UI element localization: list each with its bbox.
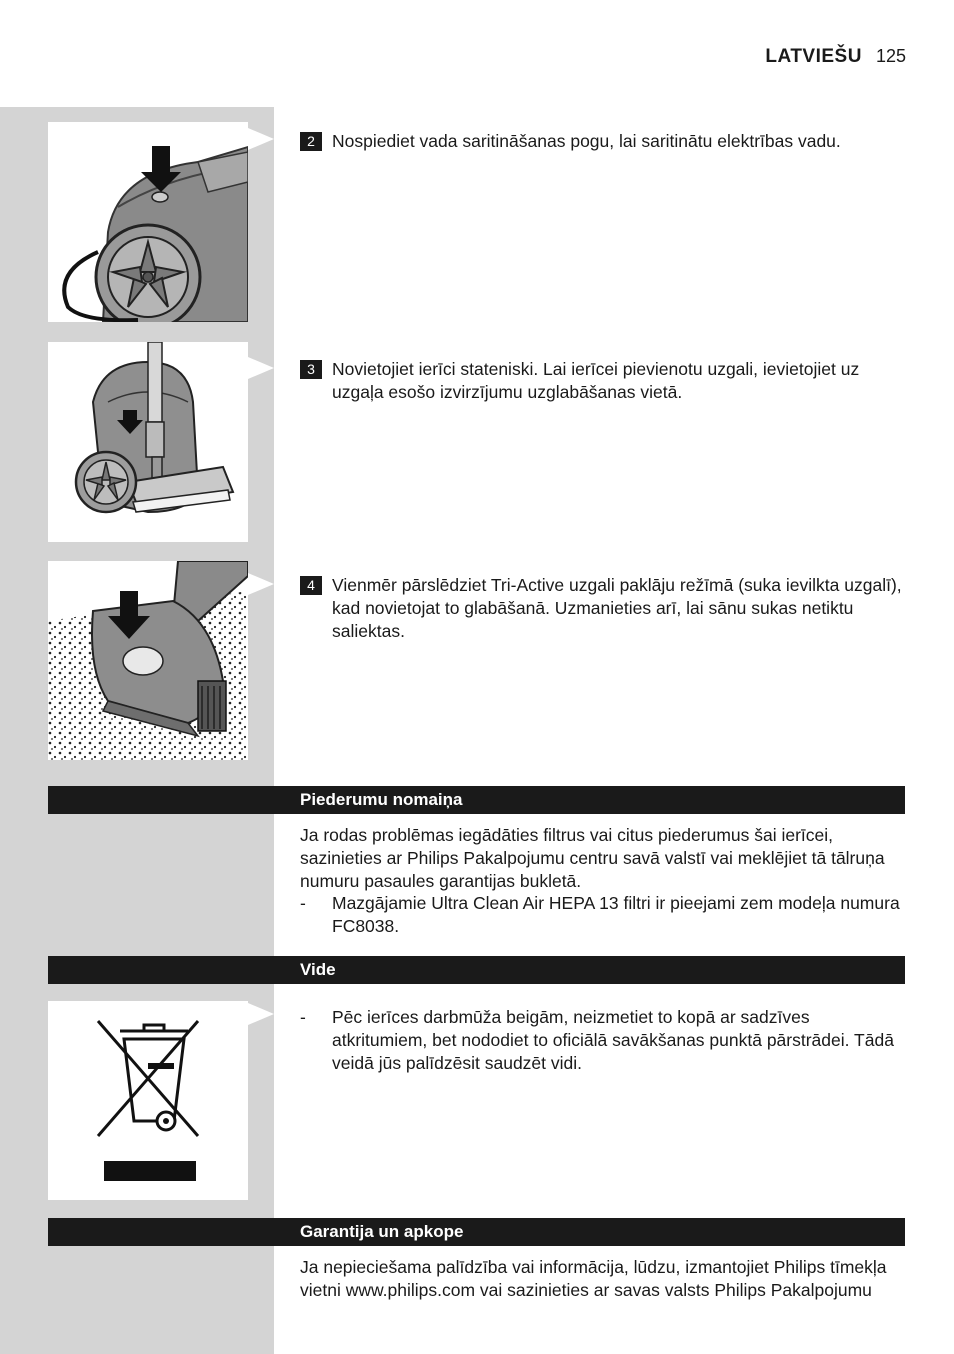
weee-symbol-illustration [48,1001,248,1200]
accessories-bullet [300,892,905,938]
upright-parking-illustration [48,342,248,542]
bullet-dash: - [300,893,306,913]
figure-pointer [248,128,274,150]
page-number: 125 [875,46,906,66]
vacuum-cord-rewind-icon [48,122,248,322]
step-text: Vienmēr pārslēdziet Tri-Active uzgali paklāju režīmā (suka ievilkta uzgalī), kad novietojat to glabāšanā. Uzmanieties arī, lai sānu sukas netiktu saliektas. [332,575,902,641]
environment-bullet [300,1006,905,1075]
tri-active-nozzle-illustration [48,561,248,760]
step-text: Nospiediet vada saritināšanas pogu, lai saritinātu elektrības vadu. [332,131,841,151]
vacuum-upright-nozzle-park-icon [48,342,248,542]
figure-pointer [248,357,274,379]
crossed-out-wheelie-bin-icon [48,1001,248,1200]
figure-pointer [248,573,274,595]
tri-active-nozzle-carpet-icon [48,561,248,760]
step-number: 4 [300,576,322,595]
section-title: Garantija un apkope [300,1222,464,1241]
page-header [765,46,906,68]
step-3 [300,358,905,404]
cord-rewind-illustration [48,122,248,322]
step-4 [300,574,905,643]
step-number: 2 [300,132,322,151]
section-heading-warranty [48,1218,905,1246]
bullet-text: Mazgājamie Ultra Clean Air HEPA 13 filtri ir pieejami zem modeļa numura FC8038. [332,893,900,936]
section-heading-accessories [48,786,905,814]
bullet-dash: - [300,1007,306,1027]
warranty-paragraph: Ja nepieciešama palīdzība vai informācija, lūdzu, izmantojiet Philips tīmekļa vietni www.philips.com vai sazinieties ar savas valsts Philips Pakalpojumu [300,1257,887,1300]
accessories-paragraph: Ja rodas problēmas iegādāties filtrus vai citus piederumus šai ierīcei, sazinieties ar Philips Pakalpojumu centru savā valstī vai meklējiet tā tālruņa numuru pasaules garantijas bukletā. [300,825,885,891]
figure-pointer [248,1003,274,1025]
step-number: 3 [300,360,322,379]
bullet-text: Pēc ierīces darbmūža beigām, neizmetiet to kopā ar sadzīves atkritumiem, bet nododiet to oficiālā savākšanas punktā pārstrādei. Tādā veidā jūs palīdzēsit saudzēt vidi. [332,1007,894,1073]
section-heading-environment [48,956,905,984]
language-label: LATVIEŠU [765,46,862,67]
step-2 [300,130,905,153]
section-title: Piederumu nomaiņa [300,790,463,809]
section-title: Vide [300,960,336,979]
step-text: Novietojiet ierīci stateniski. Lai ierīcei pievienotu uzgali, ievietojiet uz uzgaļa esošo izvirzījumu uzglabāšanas vietā. [332,359,860,402]
